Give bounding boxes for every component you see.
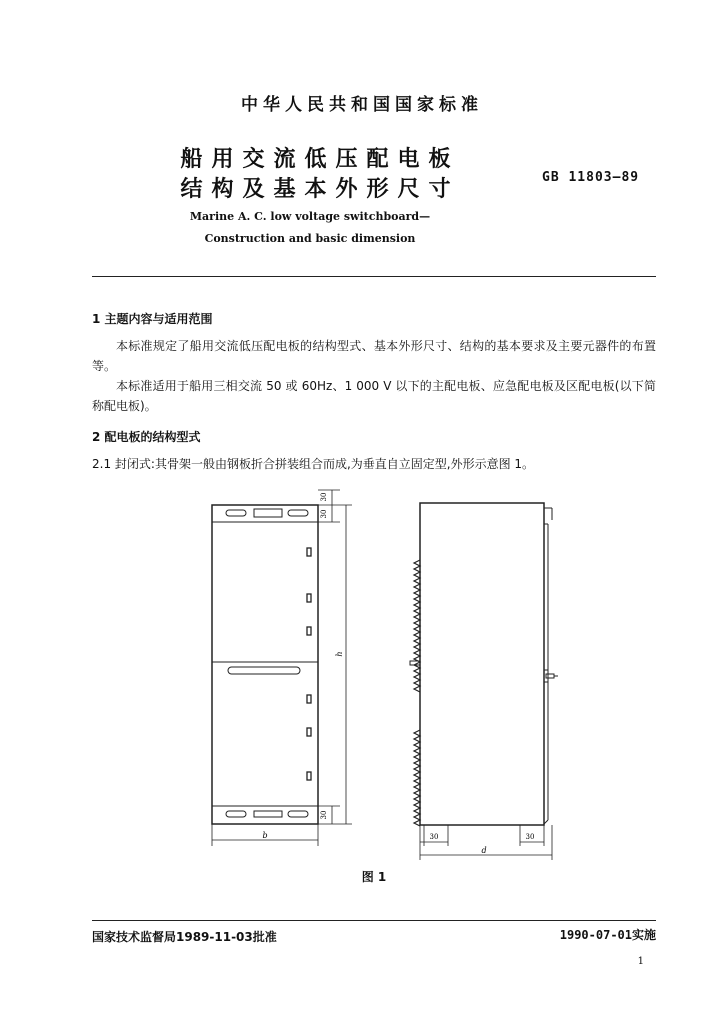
dim-depth-label: d — [481, 846, 487, 855]
door-latches-icon — [307, 548, 311, 780]
figure-caption: 图 1 — [361, 870, 387, 884]
dim-side-left-label: 30 — [429, 833, 439, 841]
standard-number: GB 11803—89 — [542, 170, 640, 185]
side-view — [410, 503, 558, 860]
front-view — [212, 490, 352, 846]
page-number: 1 — [637, 956, 644, 967]
title-line-2: 结构及基本外形尺寸 — [180, 177, 460, 202]
top-vent-slots-icon — [226, 509, 308, 517]
section-1-paragraph-1: 本标准规定了船用交流低压配电板的结构型式、基本外形尺寸、结构的基本要求及主要元器件的布置等。 — [92, 339, 656, 373]
dim-bottom-label: 30 — [320, 810, 328, 820]
front-louvers-icon — [414, 560, 420, 826]
dim-height-label: h — [335, 651, 344, 657]
issuing-organization: 中华人民共和国国家标准 — [241, 95, 483, 115]
section-1-heading: 1 主题内容与适用范围 — [92, 312, 213, 326]
dim-side-right-label: 30 — [525, 833, 535, 841]
side-handle-icon — [546, 674, 554, 678]
section-2-heading: 2 配电板的结构型式 — [92, 430, 201, 444]
bottom-vent-slots-icon — [226, 811, 308, 817]
front-dimension-lines — [212, 490, 352, 846]
clause-2-1: 2.1 封闭式:其骨架一般由钢板折合拼装组合而成,为垂直自立固定型,外形示意图 1。 — [92, 457, 535, 471]
english-title-line-2: Construction and basic dimension — [204, 232, 416, 245]
title-line-1: 船用交流低压配电板 — [180, 147, 460, 172]
dim-width-label: b — [262, 831, 268, 840]
dim-top-2-label: 30 — [320, 509, 328, 519]
english-title-line-1: Marine A. C. low voltage switchboard— — [189, 210, 431, 223]
effective-date: 1990-07-01实施 — [559, 928, 656, 942]
section-1-paragraph-2: 本标准适用于船用三相交流 50 或 60Hz、1 000 V 以下的主配电板、应急配电板及区配电板(以下简称配电板)。 — [92, 379, 656, 413]
handle-icon — [228, 667, 300, 674]
dim-top-1-label: 30 — [320, 492, 328, 502]
footer-rule — [92, 920, 656, 921]
approval-note: 国家技术监督局1989-11-03批准 — [92, 930, 277, 944]
